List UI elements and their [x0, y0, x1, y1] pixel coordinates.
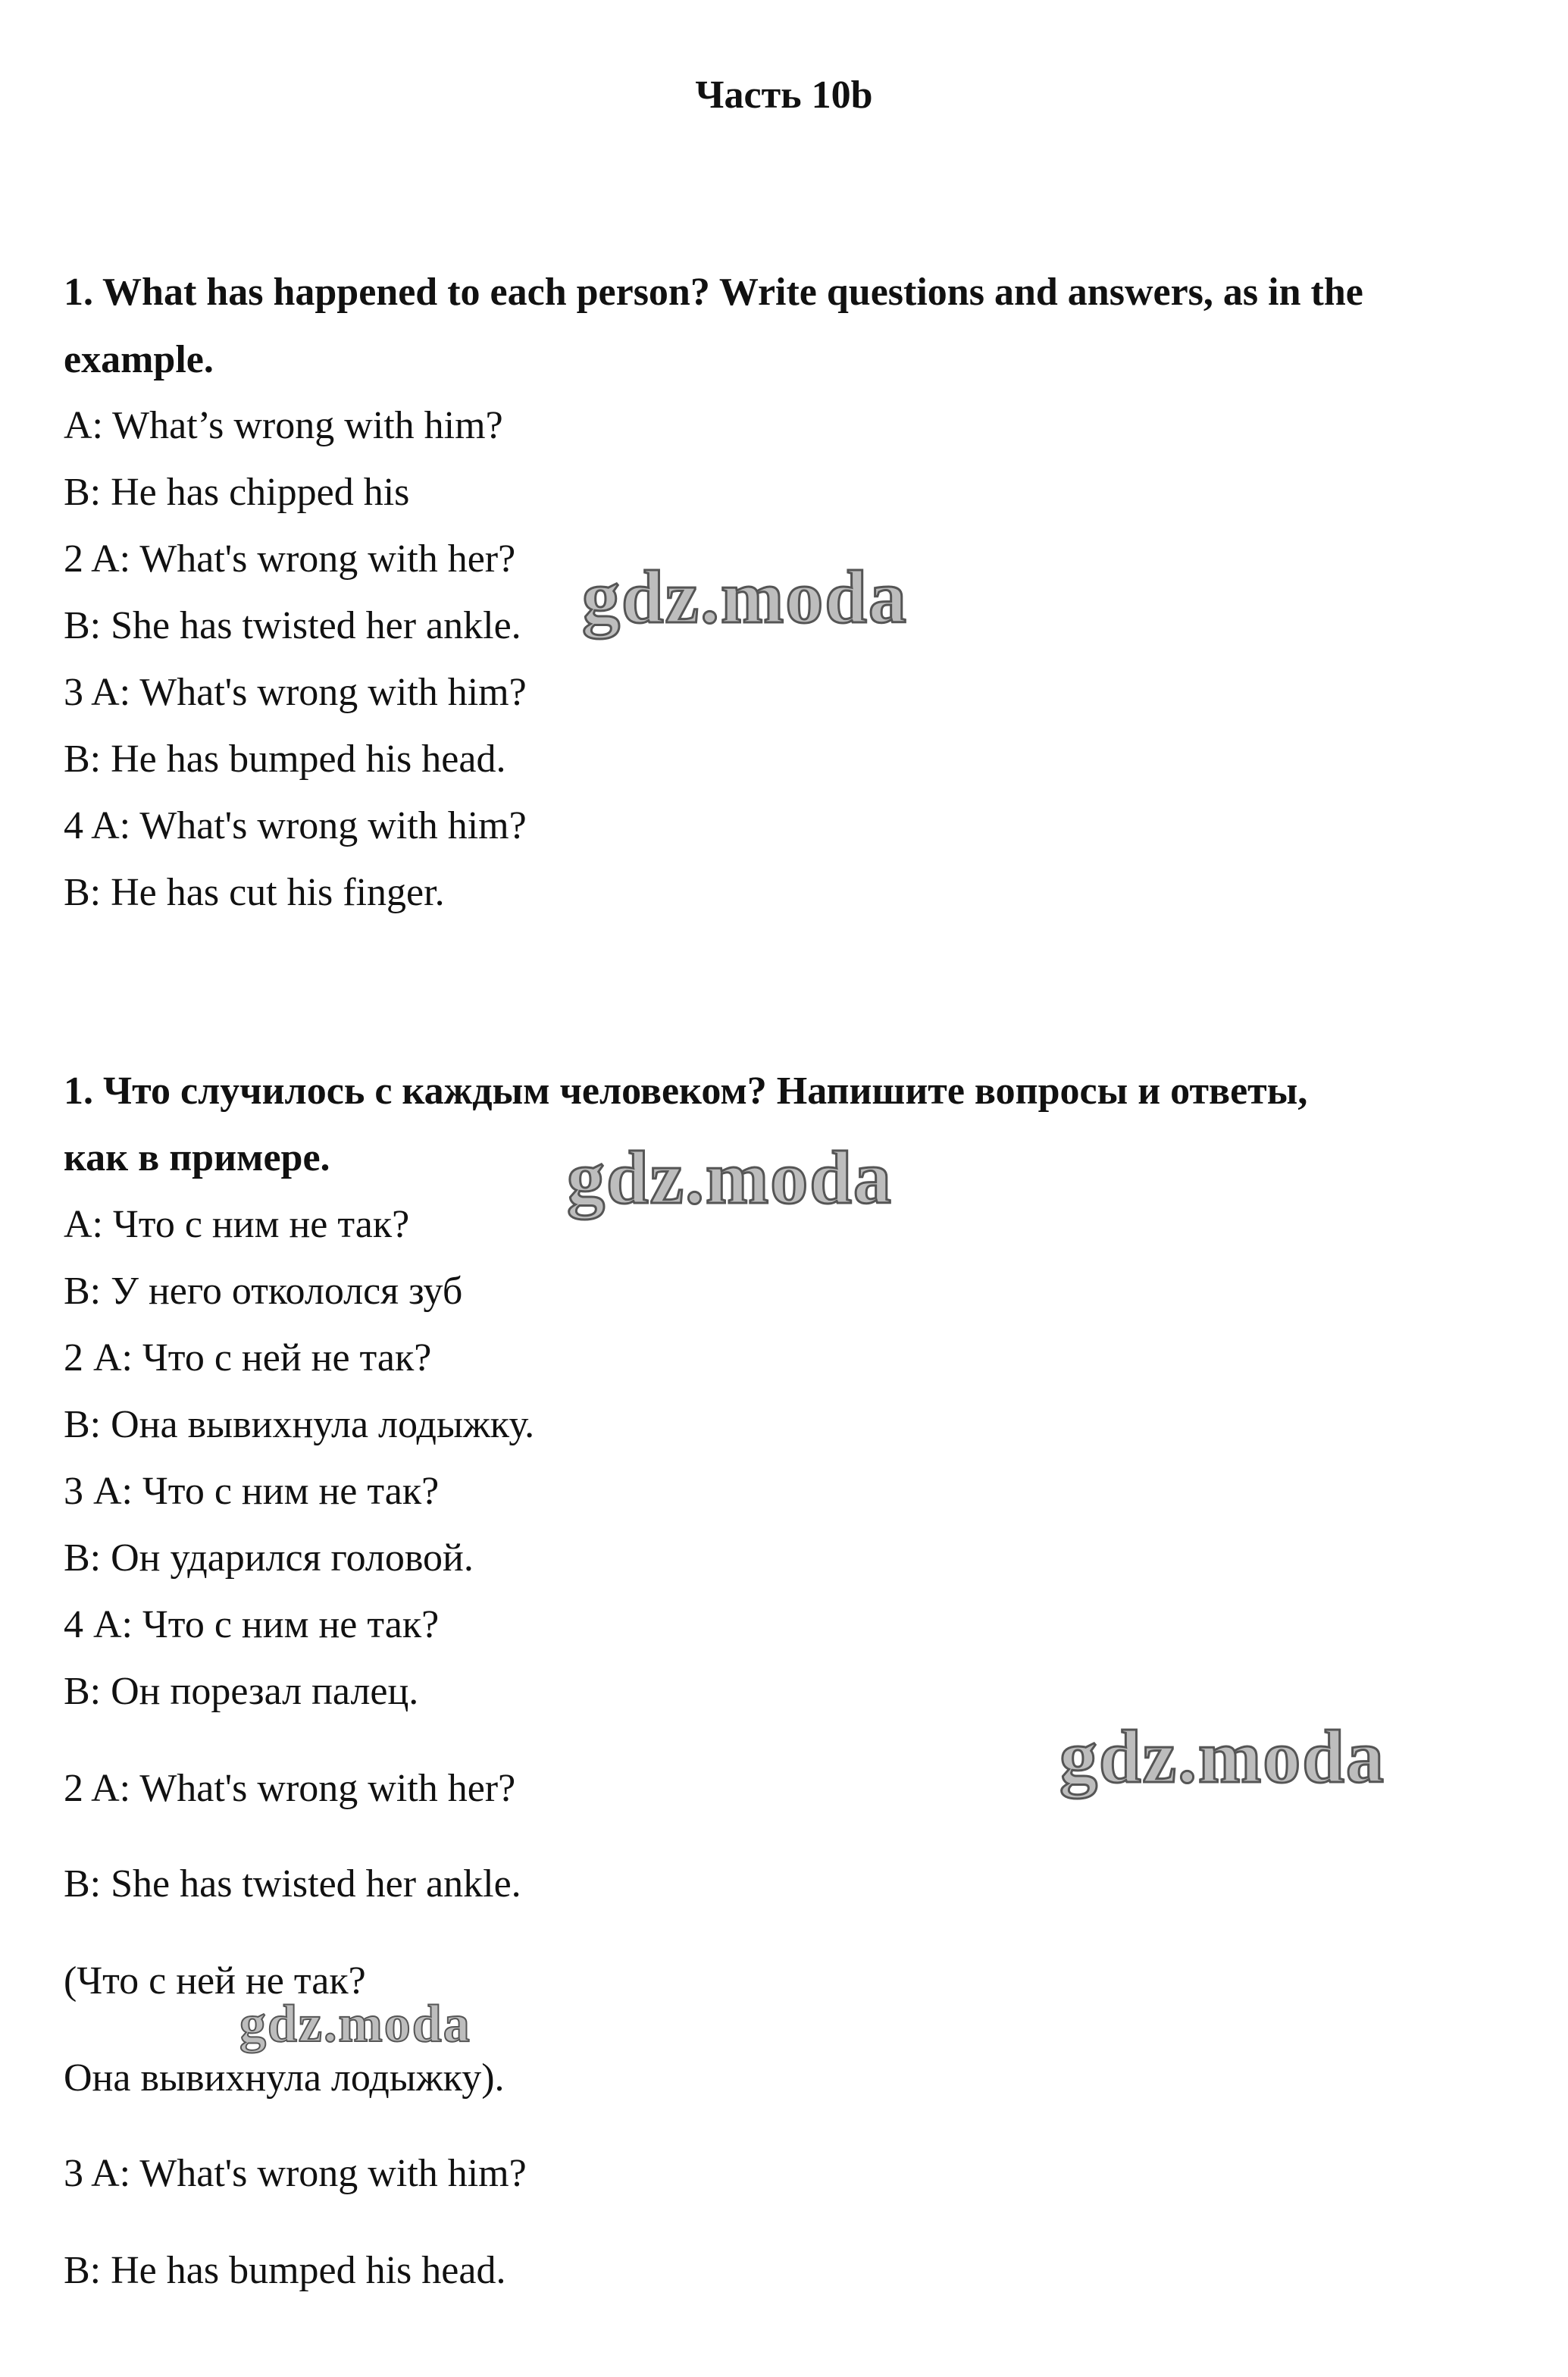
dialog-line: 2 A: What's wrong with her?	[64, 537, 516, 581]
dialog-line: 3 A: What's wrong with him?	[64, 671, 527, 714]
dialog-line: B: He has bumped his head.	[64, 738, 506, 781]
dialog-line: Она вывихнула лодыжку).	[64, 2056, 505, 2100]
dialog-line: В: Она вывихнула лодыжку.	[64, 1403, 535, 1446]
dialog-line: B: She has twisted her ankle.	[64, 604, 521, 647]
dialog-line: 3 А: Что с ним не так?	[64, 1470, 440, 1513]
task-heading-ru-line1: 1. Что случилось с каждым человеком? Напишите вопросы и ответы,	[64, 1069, 1308, 1113]
dialog-line: B: He has chipped his	[64, 471, 410, 514]
watermark: gdz.moda	[1059, 1715, 1385, 1799]
dialog-line: B: He has bumped his head.	[64, 2249, 506, 2292]
dialog-line: 2 А: Что с ней не так?	[64, 1336, 432, 1380]
dialog-line: В: Он порезал палец.	[64, 1670, 419, 1713]
page-title: Часть 10b	[695, 74, 873, 117]
dialog-line: 2 A: What's wrong with her?	[64, 1767, 516, 1810]
watermark: gdz.moda	[567, 1135, 893, 1220]
dialog-line: 4 A: What's wrong with him?	[64, 804, 527, 847]
dialog-line: В: У него откололся зуб	[64, 1270, 463, 1313]
dialog-line: B: He has cut his finger.	[64, 871, 445, 914]
task-heading-en-line2: example.	[64, 338, 214, 381]
dialog-line: A: What’s wrong with him?	[64, 404, 503, 447]
task-heading-en-line1: 1. What has happened to each person? Write questions and answers, as in the	[64, 271, 1363, 314]
dialog-line: (Что с ней не так?	[64, 1959, 366, 2003]
dialog-line: А: Что с ним не так?	[64, 1203, 410, 1246]
task-heading-ru-line2: как в примере.	[64, 1136, 330, 1179]
dialog-line: 4 А: Что с ним не так?	[64, 1603, 440, 1646]
watermark: gdz.moda	[582, 555, 908, 639]
dialog-line: B: She has twisted her ankle.	[64, 1862, 521, 1906]
dialog-line: 3 A: What's wrong with him?	[64, 2152, 527, 2195]
watermark: gdz.moda	[239, 1995, 471, 2053]
dialog-line: В: Он ударился головой.	[64, 1536, 474, 1580]
